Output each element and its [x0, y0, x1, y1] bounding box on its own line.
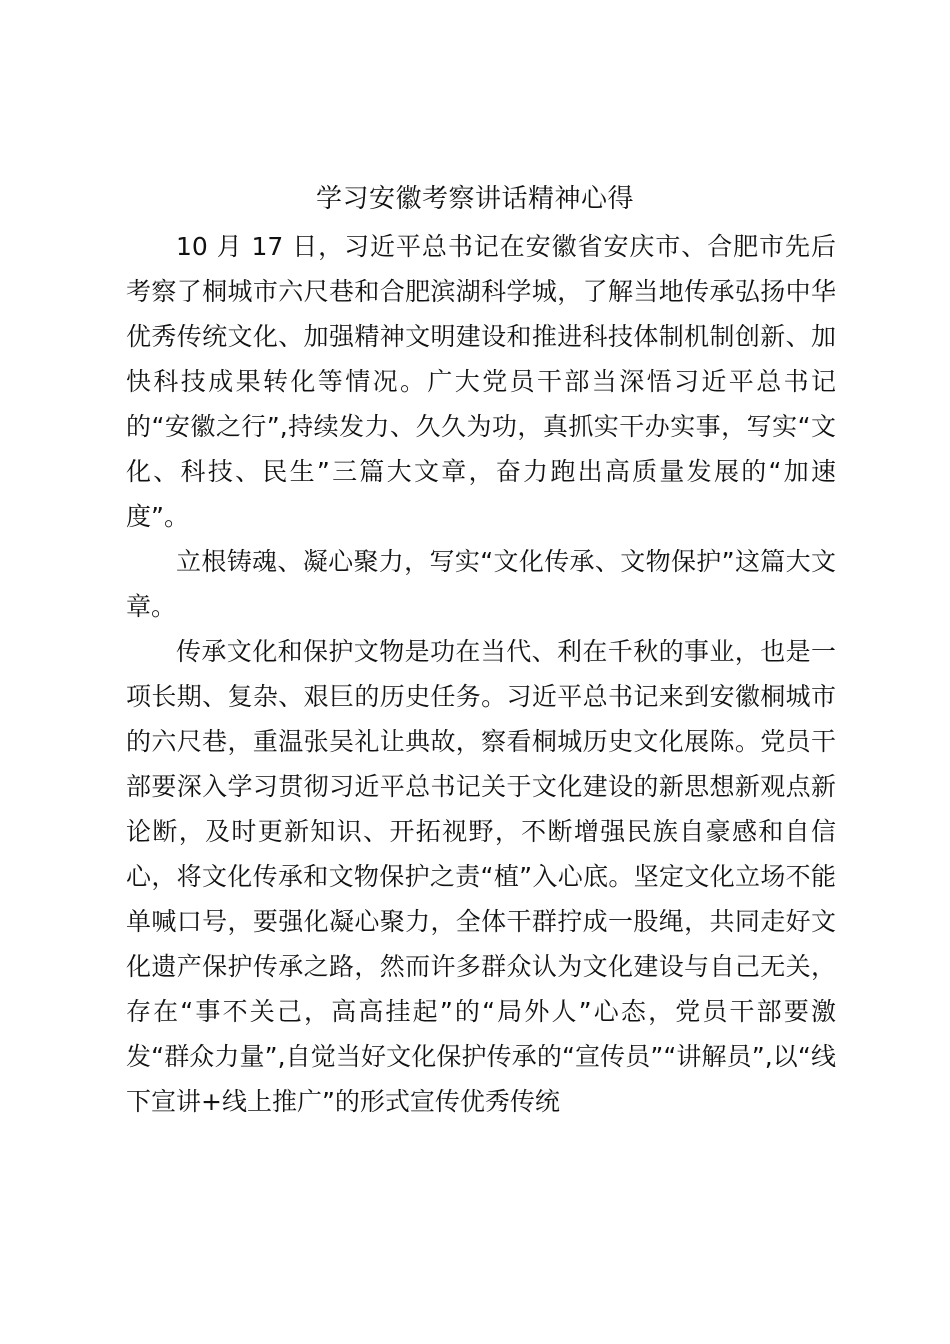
- paragraph-3: 传承文化和保护文物是功在当代、利在千秋的事业，也是一项长期、复杂、艰巨的历史任务。习近平总书记来到安徽桐城市的六尺巷，重温张吴礼让典故，察看桐城历史文化展陈。党员干部要深入学习贯彻习近平总书记关于文化建设的新思想新观点新论断，及时更新知识、开拓视野，不断增强民族自豪感和自信心，将文化传承和文物保护之责“植”入心底。坚定文化立场不能单喊口号，要强化凝心聚力，全体干群拧成一股绳，共同走好文化遗产保护传承之路，然而许多群众认为文化建设与自己无关，存在“事不关己，高高挂起”的“局外人”心态，党员干部要激发“群众力量”,自觉当好文化保护传承的“宣传员”“讲解员”,以“线下宣讲+线上推广”的形式宣传优秀传统: [126, 637, 836, 1116]
- paragraph-1: 10 月 17 日，习近平总书记在安徽省安庆市、合肥市先后考察了桐城市六尺巷和合肥滨湖科学城，了解当地传承弘扬中华优秀传统文化、加强精神文明建设和推进科技体制机制创新、加快科技成果转化等情况。广大党员干部当深悟习近平总书记的“安徽之行”,持续发力、久久为功，真抓实干办实事，写实“文化、科技、民生”三篇大文章，奋力跑出高质量发展的“加速度”。: [126, 232, 836, 531]
- document-title: 学习安徽考察讲话精神心得: [315, 184, 634, 214]
- paragraph-2: 立根铸魂、凝心聚力，写实“文化传承、文物保护”这篇大文章。: [126, 547, 836, 621]
- document-body: [126, 224, 836, 1124]
